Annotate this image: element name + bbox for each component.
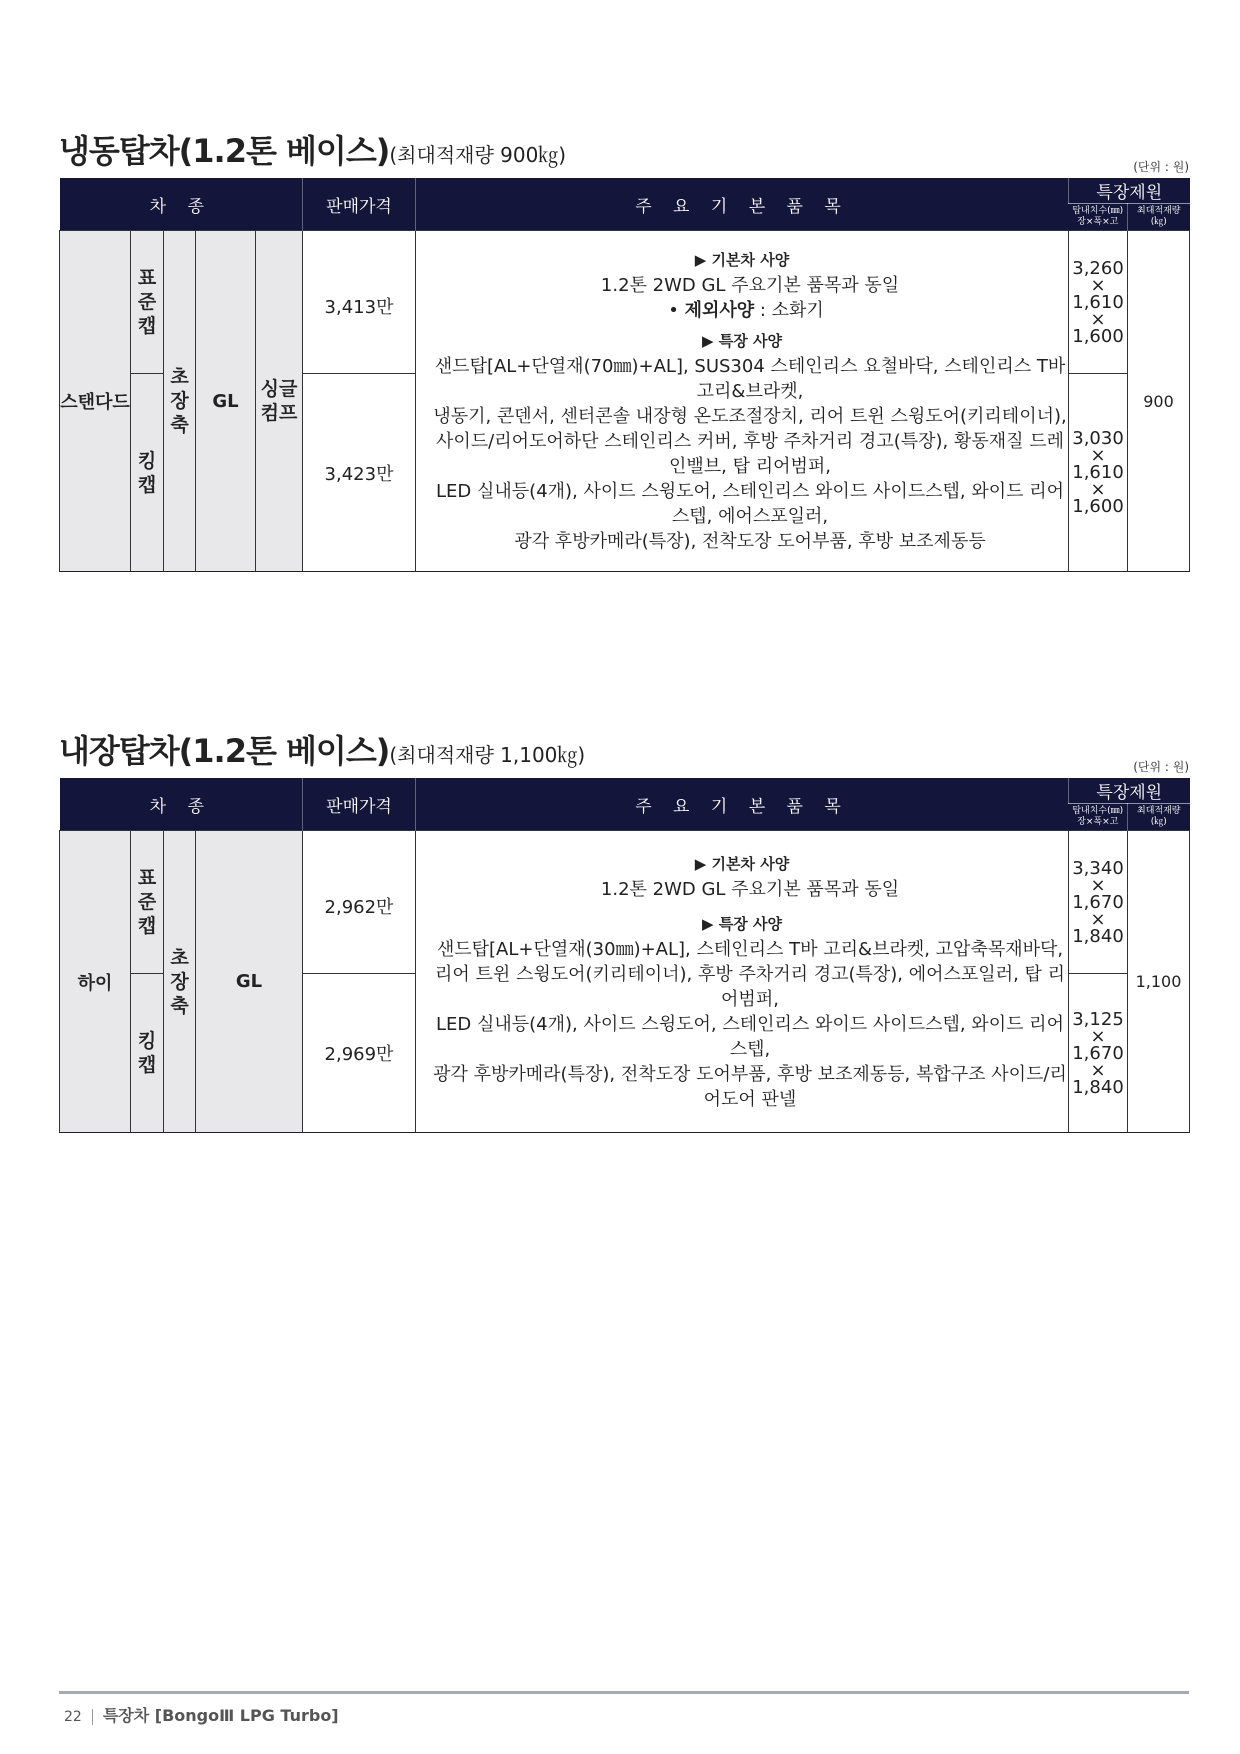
- items-cell: [416, 831, 1069, 1133]
- load-cell: 900: [1128, 231, 1190, 572]
- header-load: 최대적재량 (㎏): [1128, 204, 1190, 231]
- grade-cell: 하이: [60, 831, 131, 1133]
- price-cell: 3,423만: [303, 374, 416, 572]
- header-price: 판매가격: [303, 778, 416, 831]
- base-spec-line: 1.2톤 2WD GL 주요기본 품목과 동일: [600, 275, 900, 296]
- trim-cell: GL: [196, 231, 256, 572]
- dimension-cell: 3,125 × 1,670 × 1,840: [1069, 974, 1128, 1133]
- drive-cell: 초장축: [164, 231, 196, 572]
- price-cell: 2,969만: [303, 974, 416, 1133]
- section-refrigerated-truck: [59, 126, 1189, 586]
- section-title: [59, 126, 566, 172]
- price-cell: 3,413만: [303, 231, 416, 374]
- unit-label: (단위 : 원): [1133, 160, 1189, 174]
- special-spec-head: ▶ 특장 사양: [702, 332, 782, 350]
- special-spec-head: ▶ 특장 사양: [702, 914, 782, 933]
- header-model: 차 종: [60, 778, 303, 831]
- header-items: 주 요 기 본 품 목: [416, 778, 1069, 831]
- base-spec-head: ▶ 기본차 사양: [694, 854, 790, 873]
- special-spec-line: 광각 후방카메라(특장), 전착도장 도어부품, 후방 보조제동등, 복합구조 사이드/리어도어 판넬: [433, 1063, 1067, 1110]
- price-cell: 2,962만: [303, 831, 416, 974]
- drive-cell: 초장축: [164, 831, 196, 1133]
- page-number: 22: [64, 1709, 93, 1725]
- cab-cell: 표준캡: [131, 231, 164, 374]
- header-spec: 특장제원: [1069, 778, 1190, 804]
- special-spec-line: LED 실내등(4개), 사이드 스윙도어, 스테인리스 와이드 사이드스텝, 와이드 리어스텝, 에어스포일러,: [436, 481, 1064, 527]
- dimension-cell: 3,260 × 1,610 × 1,600: [1069, 231, 1128, 374]
- section-title: [59, 726, 585, 772]
- cab-cell: 킹캡: [131, 374, 164, 572]
- base-spec-head: ▶ 기본차 사양: [694, 251, 790, 269]
- cab-cell: 킹캡: [131, 974, 164, 1133]
- special-spec-line: 냉동기, 콘덴서, 센터콘솔 내장형 온도조절장치, 리어 트윈 스윙도어(키리테이너),: [433, 406, 1067, 427]
- load-cell: 1,100: [1128, 831, 1190, 1133]
- section-title-sub: (최대적재량 1,100㎏): [389, 743, 586, 767]
- special-spec-line: 샌드탑[AL+단열재(70㎜)+AL], SUS304 스테인리스 요철바닥, 스테인리스 T바 고리&브라켓,: [434, 356, 1066, 402]
- section-title-main: 냉동탑차(1.2톤 베이스): [59, 132, 390, 170]
- special-spec-line: 광각 후방카메라(특장), 전착도장 도어부품, 후방 보조제동등: [514, 531, 986, 552]
- header-dim: 탑내치수(㎜) 장×폭×고: [1069, 204, 1128, 231]
- header-model: 차 종: [60, 178, 303, 231]
- section-title-sub: (최대적재량 900㎏): [389, 143, 567, 167]
- trim-cell: GL: [196, 831, 303, 1133]
- footer-divider: [59, 1691, 1189, 1694]
- page-footer: [64, 1703, 339, 1726]
- header-load: 최대적재량 (㎏): [1128, 804, 1190, 831]
- cab-cell: 표준캡: [131, 831, 164, 974]
- header-price: 판매가격: [303, 178, 416, 231]
- cabin-cell: 싱글컴프: [256, 231, 303, 572]
- section-title-main: 내장탑차(1.2톤 베이스): [59, 732, 390, 770]
- footer-title: 특장차 [BongoⅢ LPG Turbo]: [102, 1706, 339, 1725]
- grade-cell: 스탠다드: [60, 231, 131, 572]
- spec-table: [59, 178, 1190, 572]
- header-items: 주 요 기 본 품 목: [416, 178, 1069, 231]
- spec-table: [59, 778, 1190, 1133]
- special-spec-line: 샌드탑[AL+단열재(30㎜)+AL], 스테인리스 T바 고리&브라켓, 고압축목재바닥,: [436, 938, 1064, 960]
- special-spec-line: 사이드/리어도어하단 스테인리스 커버, 후방 주차거리 경고(특장), 황동재질 드레인밸브, 탑 리어범퍼,: [436, 431, 1065, 477]
- base-spec-line: 1.2톤 2WD GL 주요기본 품목과 동일: [600, 878, 900, 900]
- special-spec-line: LED 실내등(4개), 사이드 스윙도어, 스테인리스 와이드 사이드스텝, 와이드 리어스텝,: [436, 1013, 1064, 1060]
- excluded-spec: • 제외사양 : 소화기: [668, 300, 824, 321]
- section-dry-freight-truck: [59, 726, 1189, 1146]
- items-cell: [416, 231, 1069, 572]
- header-spec: 특장제원: [1069, 178, 1190, 204]
- dimension-cell: 3,030 × 1,610 × 1,600: [1069, 374, 1128, 572]
- unit-label: (단위 : 원): [1133, 760, 1189, 774]
- header-dim: 탑내치수(㎜) 장×폭×고: [1069, 804, 1128, 831]
- dimension-cell: 3,340 × 1,670 × 1,840: [1069, 831, 1128, 974]
- special-spec-line: 리어 트윈 스윙도어(키리테이너), 후방 주차거리 경고(특장), 에어스포일러, 탑 리어범퍼,: [434, 963, 1066, 1010]
